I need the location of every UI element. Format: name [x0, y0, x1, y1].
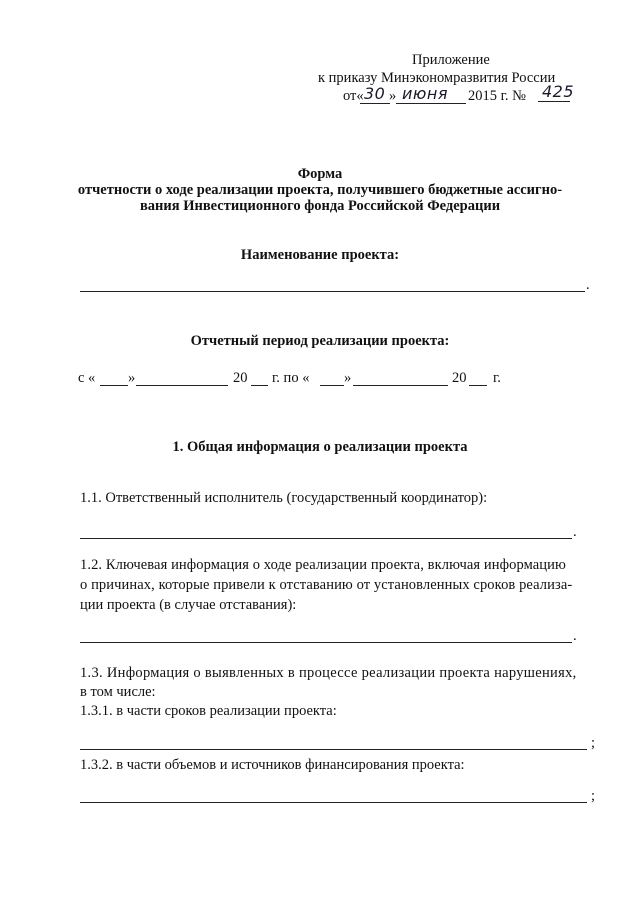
- period-to-quote: »: [344, 370, 352, 386]
- order-number-handwritten: 425: [542, 82, 575, 101]
- item-1-3-2-end: ;: [591, 788, 596, 804]
- period-label: Отчетный период реализации проекта:: [190, 333, 450, 349]
- order-day-handwritten: 30: [364, 84, 386, 103]
- order-month-handwritten: июня: [402, 84, 448, 103]
- item-1-1-label: 1.1. Ответственный исполнитель (государственный координатор):: [80, 490, 488, 506]
- project-name-field[interactable]: [80, 291, 585, 292]
- item-1-3-line2: в том числе:: [80, 684, 156, 700]
- period-mid-text: г. по «: [272, 370, 310, 386]
- period-from-year-prefix: 20: [233, 370, 248, 386]
- item-1-2-end: .: [573, 628, 577, 644]
- order-reference: к приказу Минэкономразвития России: [318, 70, 556, 86]
- project-name-label: Наименование проекта:: [240, 247, 400, 263]
- period-from-prefix: с «: [78, 370, 96, 386]
- period-to-month-field[interactable]: [353, 385, 448, 386]
- item-1-1-field[interactable]: [80, 538, 572, 539]
- period-from-quote: »: [128, 370, 136, 386]
- item-1-2-line2: о причинах, которые привели к отставанию от установленных сроков реализа-: [80, 577, 573, 593]
- project-name-end: .: [586, 277, 590, 293]
- item-1-2-line1: 1.2. Ключевая информация о ходе реализации проекта, включая информацию: [80, 557, 566, 573]
- period-year-suffix: г.: [493, 370, 501, 386]
- order-day-close: »: [389, 88, 397, 104]
- period-to-day-field[interactable]: [320, 385, 344, 386]
- order-date-prefix: от«: [343, 88, 364, 104]
- appendix-label: Приложение: [412, 52, 490, 68]
- item-1-2-line3: ции проекта (в случае отставания):: [80, 597, 297, 613]
- item-1-3-1-field[interactable]: [80, 749, 587, 750]
- order-day-underline: [360, 103, 390, 104]
- item-1-2-field[interactable]: [80, 642, 572, 643]
- period-from-year-field[interactable]: [251, 385, 268, 386]
- form-title: Форма: [297, 166, 343, 182]
- item-1-3-1-label: 1.3.1. в части сроков реализации проекта:: [80, 703, 337, 719]
- form-subtitle-line1: отчетности о ходе реализации проекта, получившего бюджетные ассигно-: [77, 182, 563, 198]
- item-1-3-1-end: ;: [591, 735, 596, 751]
- form-subtitle-line2: вания Инвестиционного фонда Российской Федерации: [139, 198, 501, 214]
- item-1-3-2-label: 1.3.2. в части объемов и источников финансирования проекта:: [80, 757, 465, 773]
- period-to-year-field[interactable]: [469, 385, 487, 386]
- period-to-year-prefix: 20: [452, 370, 467, 386]
- order-number-underline: [538, 101, 570, 102]
- item-1-3-line1: 1.3. Информация о выявленных в процессе реализации проекта нарушениях,: [80, 665, 577, 681]
- period-from-day-field[interactable]: [100, 385, 128, 386]
- period-from-month-field[interactable]: [136, 385, 228, 386]
- item-1-3-2-field[interactable]: [80, 802, 587, 803]
- order-month-underline: [396, 103, 466, 104]
- order-year: 2015 г. №: [468, 88, 527, 104]
- item-1-1-end: .: [573, 524, 577, 540]
- section1-title: 1. Общая информация о реализации проекта: [172, 439, 468, 455]
